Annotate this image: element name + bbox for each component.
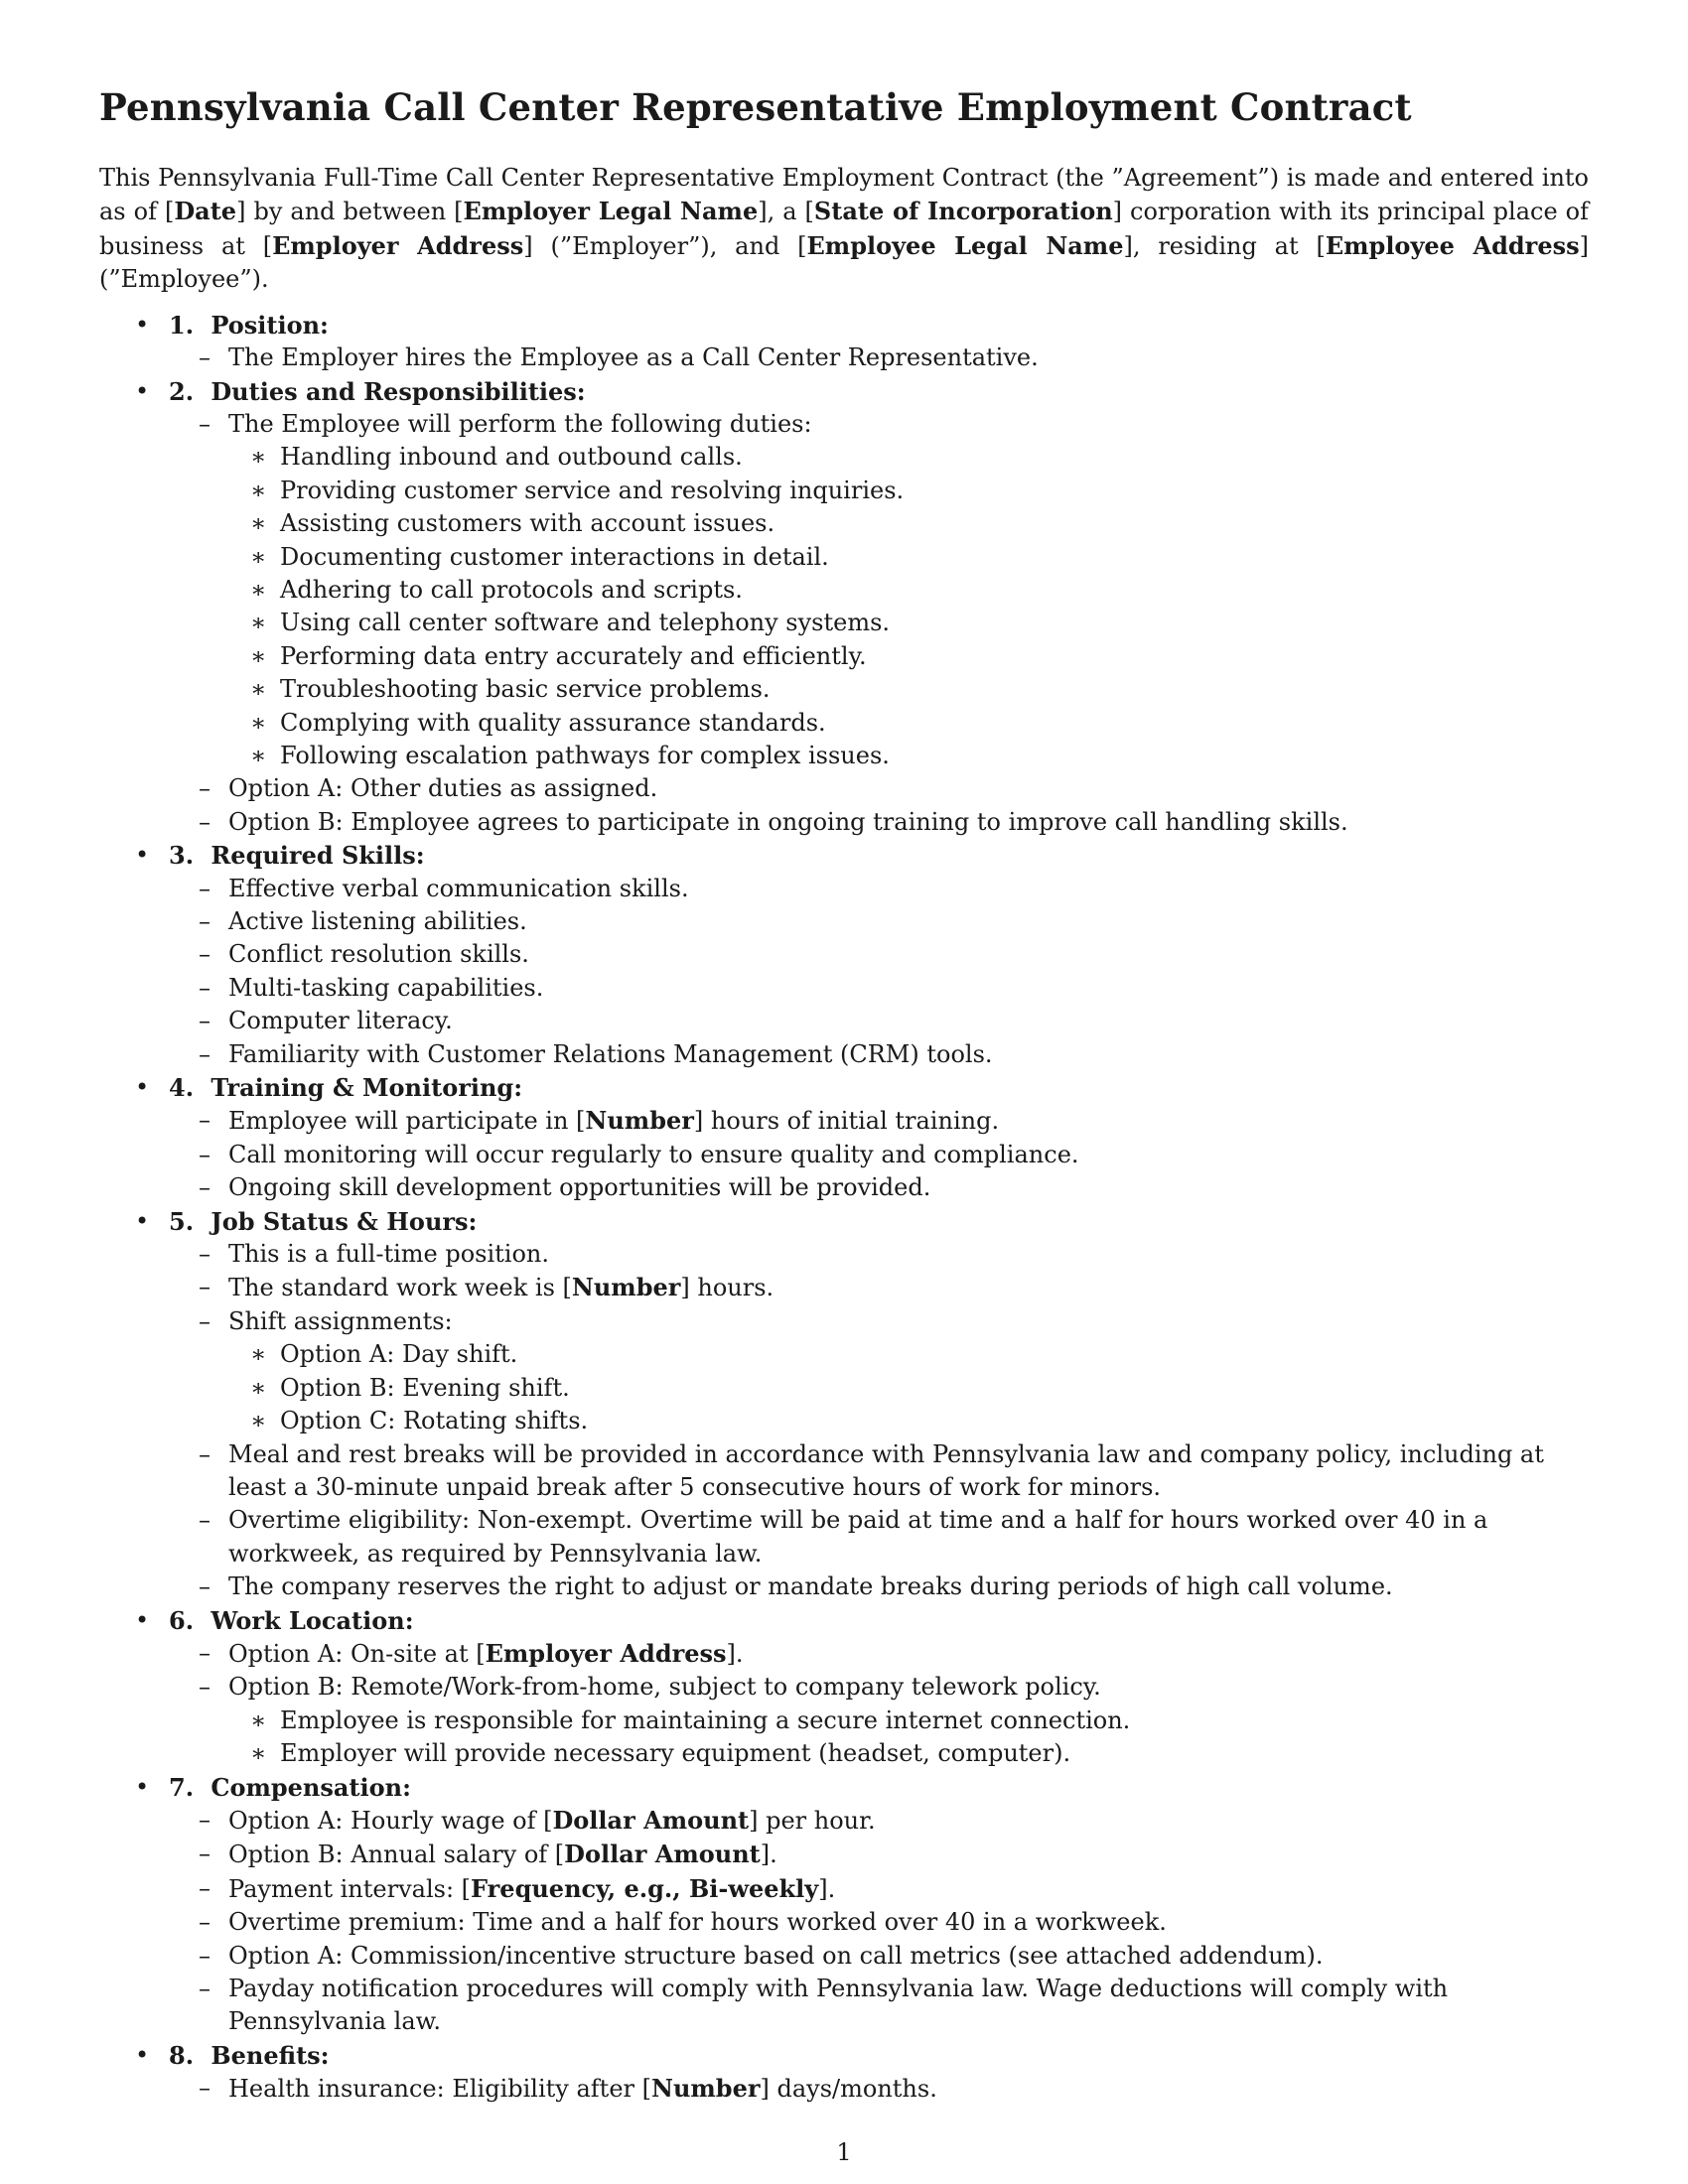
section-heading: • 8. Benefits: <box>169 2040 330 2070</box>
section-position <box>99 309 1589 375</box>
list-item: – Option A: Commission/incentive structure based on call metrics (see attached addendum). <box>169 1940 1589 1973</box>
placeholder-date: Date <box>174 197 237 226</box>
shifts-list <box>228 1338 1589 1437</box>
list-item: – Payday notification procedures will comply with Pennsylvania law. Wage deductions will comply with Pennsylvania law. <box>169 1973 1589 2039</box>
section-duties <box>99 375 1589 840</box>
list-item: – Option A: Other duties as assigned. <box>169 772 1589 805</box>
list-item: – Overtime eligibility: Non-exempt. Overtime will be paid at time and a half for hours worked over 40 in a workweek, as required by Pennsylvania law. <box>169 1504 1589 1570</box>
section-heading: • 1. Position: <box>169 310 329 340</box>
list-item: – The Employee will perform the following duties: ∗ Handling inbound and outbound calls. ∗ Providing customer service and resolving inquiries. ∗ Assisting customers with account issues. ∗ Documenting customer interactions in detail. ∗ Adhering to call protocols and scripts. ∗ Using call center software and telephony systems. ∗ Performing data entry accurately and efficiently. ∗ Troubleshooting basic service problems. ∗ Complying with quality assurance standards. ∗ Following escalation pathways for complex issues. <box>169 408 1589 772</box>
list-item: – Health insurance: Eligibility after [Number] days/months. <box>169 2072 1589 2106</box>
section-job-status <box>99 1205 1589 1604</box>
list-item: – Computer literacy. <box>169 1005 1589 1037</box>
remote-item: ∗ Employee is responsible for maintaining a secure internet connection. <box>228 1705 1589 1737</box>
section-heading: • 2. Duties and Responsibilities: <box>169 376 586 406</box>
list-item: – Meal and rest breaks will be provided in accordance with Pennsylvania law and company policy, including at least a 30-minute unpaid break after 5 consecutive hours of work for minors. <box>169 1438 1589 1505</box>
duty-item: ∗ Adhering to call protocols and scripts. <box>228 574 1589 607</box>
list-item: – Option B: Remote/Work-from-home, subject to company telework policy. ∗ Employee is responsible for maintaining a secure internet connection. ∗ Employer will provide necessary equipment (headset, computer). <box>169 1671 1589 1770</box>
list-item: – Option B: Annual salary of [Dollar Amount]. <box>169 1838 1589 1871</box>
remote-list <box>228 1705 1589 1771</box>
duty-item: ∗ Handling inbound and outbound calls. <box>228 441 1589 474</box>
section-heading: • 5. Job Status & Hours: <box>169 1206 478 1236</box>
shift-item: ∗ Option A: Day shift. <box>228 1338 1589 1371</box>
list-item: – Overtime premium: Time and a half for hours worked over 40 in a workweek. <box>169 1906 1589 1939</box>
duty-item: ∗ Documenting customer interactions in detail. <box>228 541 1589 574</box>
list-item: – Option A: Hourly wage of [Dollar Amount] per hour. <box>169 1804 1589 1838</box>
remote-item: ∗ Employer will provide necessary equipment (headset, computer). <box>228 1737 1589 1770</box>
duty-item: ∗ Assisting customers with account issues. <box>228 507 1589 540</box>
list-item: – Option B: Employee agrees to participate in ongoing training to improve call handling skills. <box>169 806 1589 839</box>
placeholder-state: State of Incorporation <box>813 197 1113 226</box>
intro-paragraph: This Pennsylvania Full-Time Call Center Representative Employment Contract (the ”Agreement”) is made and entered into as of [Date] by and between [Employer Legal Name], a [State of Incorporation] corporation with its principal place of business at [Employer Address] (”Employer”), and [Employee Legal Name], residing at [Employee Address] (”Employee”). <box>99 163 1590 294</box>
list-item: – Shift assignments: ∗ Option A: Day shift. ∗ Option B: Evening shift. ∗ Option C: Rotating shifts. <box>169 1305 1589 1438</box>
list-item: – Option A: On-site at [Employer Address]. <box>169 1637 1589 1671</box>
document-page <box>99 87 1589 2107</box>
section-skills <box>99 839 1589 1071</box>
list-item: – Active listening abilities. <box>169 905 1589 938</box>
list-item: – Effective verbal communication skills. <box>169 873 1589 905</box>
duty-item: ∗ Using call center software and telephony systems. <box>228 607 1589 639</box>
section-heading: • 3. Required Skills: <box>169 841 425 871</box>
list-item: – Conflict resolution skills. <box>169 938 1589 971</box>
list-item: – This is a full-time position. <box>169 1238 1589 1271</box>
duty-item: ∗ Complying with quality assurance standards. <box>228 707 1589 740</box>
shift-item: ∗ Option C: Rotating shifts. <box>228 1405 1589 1437</box>
placeholder-employer-name: Employer Legal Name <box>463 197 759 226</box>
section-work-location <box>99 1604 1589 1771</box>
page-number: 1 <box>836 2138 852 2166</box>
section-heading: • 7. Compensation: <box>169 1772 411 1802</box>
list-item: – Call monitoring will occur regularly to ensure quality and compliance. <box>169 1139 1589 1171</box>
placeholder-employee-address: Employee Address <box>1325 230 1580 260</box>
duty-item: ∗ Following escalation pathways for complex issues. <box>228 740 1589 772</box>
sections-list <box>99 309 1589 2107</box>
list-item: – The company reserves the right to adjust or mandate breaks during periods of high call volume. <box>169 1570 1589 1603</box>
list-item: – Ongoing skill development opportunities will be provided. <box>169 1171 1589 1204</box>
section-training <box>99 1071 1589 1205</box>
shift-item: ∗ Option B: Evening shift. <box>228 1372 1589 1405</box>
document-title: Pennsylvania Call Center Representative Employment Contract <box>99 85 1412 129</box>
placeholder-employee-name: Employee Legal Name <box>806 230 1124 260</box>
section-compensation <box>99 1771 1589 2039</box>
duty-item: ∗ Performing data entry accurately and efficiently. <box>228 640 1589 673</box>
list-item: – Familiarity with Customer Relations Management (CRM) tools. <box>169 1038 1589 1071</box>
section-heading: • 4. Training & Monitoring: <box>169 1073 523 1103</box>
placeholder-employer-address: Employer Address <box>272 230 524 260</box>
section-heading: • 6. Work Location: <box>169 1605 414 1635</box>
duty-item: ∗ Providing customer service and resolving inquiries. <box>228 475 1589 507</box>
list-item: – The Employer hires the Employee as a Call Center Representative. <box>169 341 1589 374</box>
list-item: – Multi-tasking capabilities. <box>169 972 1589 1005</box>
duties-list <box>228 441 1589 772</box>
section-benefits <box>99 2039 1589 2107</box>
list-item: – Employee will participate in [Number] hours of initial training. <box>169 1104 1589 1138</box>
duty-item: ∗ Troubleshooting basic service problems. <box>228 673 1589 706</box>
list-item: – The standard work week is [Number] hours. <box>169 1271 1589 1304</box>
list-item: – Payment intervals: [Frequency, e.g., Bi-weekly]. <box>169 1872 1589 1906</box>
